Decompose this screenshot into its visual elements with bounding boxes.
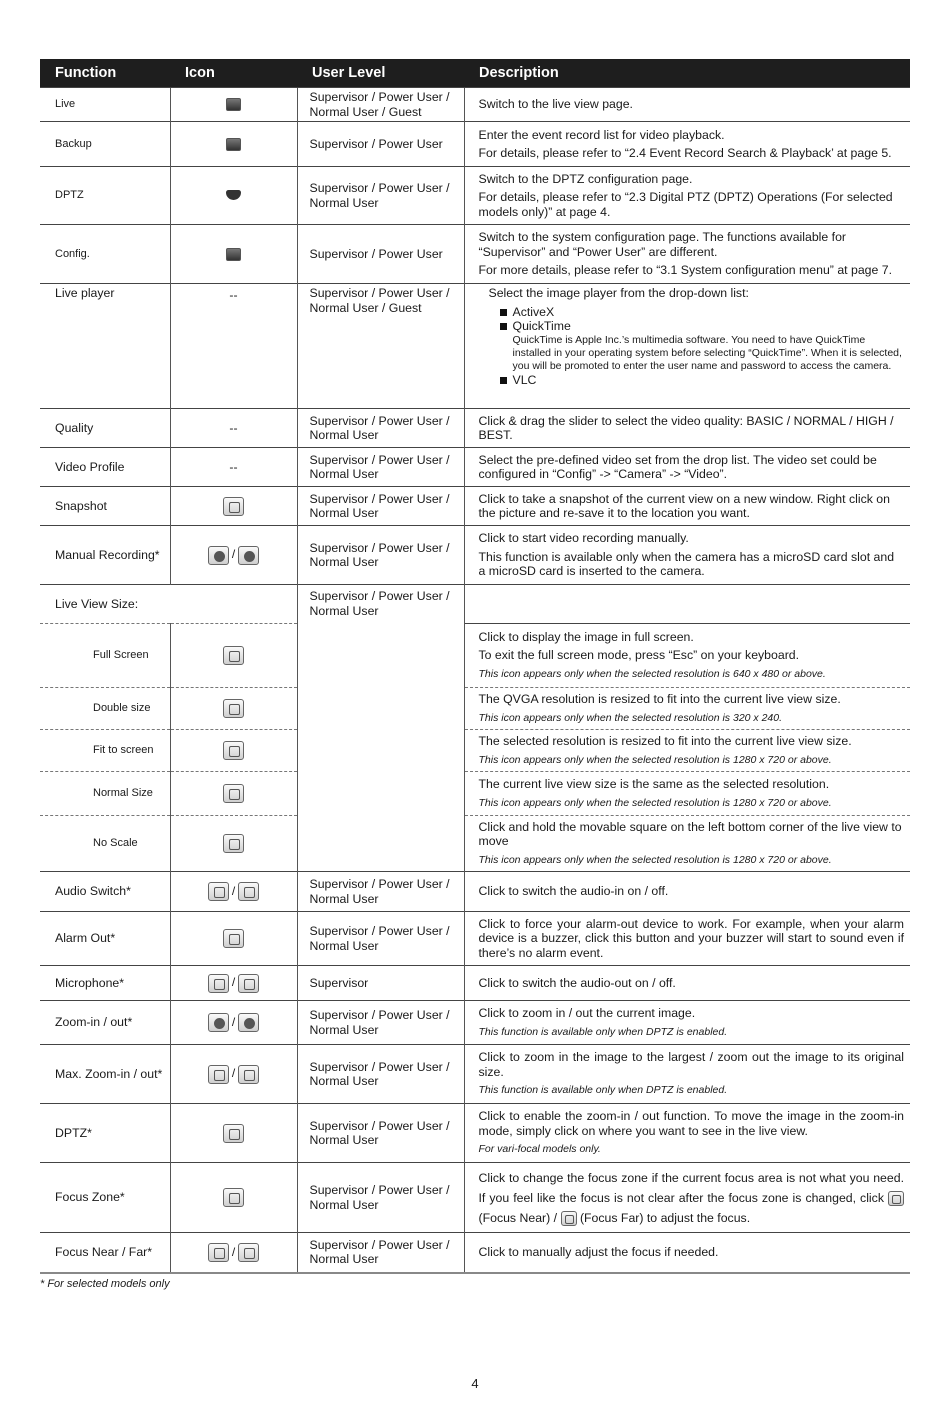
- table-row: [40, 225, 910, 284]
- user-level: Supervisor / Power User / Normal User: [297, 448, 464, 487]
- live-view-icon: [223, 95, 244, 114]
- description-text: Click to switch the audio-in on / off.: [478, 884, 669, 899]
- user-level: Supervisor: [297, 966, 464, 1001]
- user-level: Supervisor / Power User / Normal User: [297, 487, 464, 526]
- description-text: The selected resolution is resized to fit into the current live view size.: [478, 734, 852, 748]
- table-row: [40, 487, 910, 526]
- icon-placeholder: --: [170, 448, 297, 487]
- description-text: Click to zoom in / out the current image.: [478, 1006, 696, 1020]
- table-row: [40, 284, 910, 409]
- user-level: Supervisor / Power User / Normal User: [297, 912, 464, 966]
- description-note: This icon appears only when the selected resolution is 1280 x 720 or above.: [478, 796, 832, 809]
- mic-on-icon[interactable]: [208, 974, 229, 993]
- snapshot-icon[interactable]: [223, 497, 244, 516]
- function-name: Focus Zone*: [40, 1163, 170, 1233]
- description-text: Click to force your alarm-out device to work. For example, when your alarm device is a buzzer, click this button and your buzzer will start to sound even if there’s no alarm event.: [478, 916, 904, 960]
- icon-placeholder: --: [170, 284, 297, 409]
- audio-off-icon[interactable]: [238, 882, 259, 901]
- table-row: [40, 448, 910, 487]
- function-name: Zoom-in / out*: [40, 1001, 170, 1045]
- record-start-icon[interactable]: [208, 546, 229, 565]
- table-row: [40, 122, 910, 167]
- description-text: Click to take a snapshot of the current view on a new window. Right click on the picture and re-save it to the location you want.: [478, 491, 890, 520]
- max-zoom-out-icon[interactable]: [238, 1065, 259, 1084]
- description-text: Click to enable the zoom-in / out function. To move the image in the zoom-in mode, simply click on where you want to see in the live view.: [478, 1109, 904, 1138]
- description-note: This icon appears only when the selected resolution is 1280 x 720 or above.: [478, 853, 832, 866]
- user-level: Supervisor / Power User: [297, 225, 464, 284]
- user-level: Supervisor / Power User: [297, 122, 464, 167]
- description-note: This function is available only when DPTZ is enabled.: [478, 1025, 728, 1038]
- table-row: [40, 912, 910, 966]
- table-row: [40, 1163, 910, 1233]
- table-row: Focus Near / Far* / Supervisor / Power User / Normal User Click to manually adjust the focus if needed.: [40, 1233, 910, 1273]
- quicktime-note: QuickTime is Apple Inc.’s multimedia software. You need to have QuickTime installed in your operating system before selecting “QuickTime”. When it is selected, you will be promoted to enter the user name and password to access the camera.: [512, 333, 902, 372]
- function-name: Config.: [40, 225, 170, 284]
- focus-far-icon[interactable]: [561, 1211, 577, 1226]
- function-name: DPTZ*: [40, 1104, 170, 1163]
- full-screen-icon[interactable]: [223, 646, 244, 665]
- header-function: Function: [40, 59, 170, 88]
- user-level: Supervisor / Power User / Normal User: [297, 1163, 464, 1233]
- player-options: [489, 305, 905, 388]
- icon-placeholder: --: [170, 409, 297, 448]
- config-icon: [223, 245, 244, 264]
- function-name: Snapshot: [40, 487, 170, 526]
- function-name: Double size: [40, 688, 170, 730]
- function-name: Quality: [40, 409, 170, 448]
- record-stop-icon[interactable]: [238, 546, 259, 565]
- description-text: Click to manually adjust the focus if needed.: [478, 1245, 719, 1259]
- max-zoom-in-icon[interactable]: [208, 1065, 229, 1084]
- zoom-out-icon[interactable]: [238, 1013, 259, 1032]
- function-name: Video Profile: [40, 448, 170, 487]
- function-name: Live: [40, 88, 170, 122]
- list-item: ActiveX: [499, 305, 905, 320]
- list-item: QuickTime QuickTime is Apple Inc.’s multimedia software. You need to have QuickTime installed in your operating system before selecting “QuickTime”. When it is selected, you will be promoted to enter the user name and password to access the camera.: [499, 319, 905, 373]
- backup-icon: [223, 135, 244, 154]
- user-level: Supervisor / Power User / Normal User: [297, 1233, 464, 1273]
- user-level: Supervisor / Power User / Normal User / Guest: [297, 88, 464, 122]
- function-name: Max. Zoom-in / out*: [40, 1045, 170, 1104]
- user-level: Supervisor / Power User / Normal User: [297, 526, 464, 585]
- function-table: [40, 59, 910, 1274]
- description-note: This function is available only when DPTZ is enabled.: [478, 1084, 728, 1097]
- audio-on-icon[interactable]: [208, 882, 229, 901]
- description-text: Click to start video recording manually.: [478, 531, 689, 546]
- description-text: Click to change the focus zone if the current focus area is not what you need. If you feel like the focus is not clear after the focus zone is changed, click (Focus Near) / (Focus Far) to adjust the focus.: [478, 1170, 904, 1225]
- user-level: Supervisor / Power User / Normal User: [297, 585, 464, 872]
- description-text: Click to zoom in the image to the largest / zoom out the image to its original size.: [478, 1050, 904, 1079]
- double-size-icon[interactable]: [223, 699, 244, 718]
- user-level: Supervisor / Power User / Normal User: [297, 1045, 464, 1104]
- table-row: [40, 167, 910, 225]
- user-level: Supervisor / Power User / Normal User: [297, 409, 464, 448]
- header-description: Description: [464, 59, 910, 88]
- description-text: Switch to the system configuration page. The functions available for “Supervisor” and “Power User” are different.: [478, 230, 847, 259]
- table-row: [40, 88, 910, 122]
- dptz-icon[interactable]: [223, 1124, 244, 1143]
- function-name: Full Screen: [40, 624, 170, 688]
- table-row: Microphone* / Supervisor Click to switch the audio-out on / off.: [40, 966, 910, 1001]
- description-note: This icon appears only when the selected resolution is 640 x 480 or above.: [478, 667, 826, 680]
- table-row: [40, 585, 910, 624]
- function-name: Manual Recording*: [40, 526, 170, 585]
- table-row: [40, 772, 910, 816]
- description-note: This icon appears only when the selected resolution is 320 x 240.: [478, 711, 783, 724]
- table-header: [40, 59, 910, 88]
- fit-to-screen-icon[interactable]: [223, 741, 244, 760]
- alarm-icon[interactable]: [223, 929, 244, 948]
- focus-near-icon[interactable]: [888, 1191, 904, 1206]
- function-name: Backup: [40, 122, 170, 167]
- footnote: * For selected models only: [40, 1278, 170, 1290]
- table-row: [40, 1104, 910, 1163]
- function-name: No Scale: [40, 816, 170, 872]
- description-note: This icon appears only when the selected resolution is 1280 x 720 or above.: [478, 753, 832, 766]
- description-text: The QVGA resolution is resized to fit into the current live view size.: [478, 692, 841, 706]
- table-row: [40, 409, 910, 448]
- description-reference: For details, please refer to “2.4 Event Record Search & Playback’ at page 5.: [478, 146, 892, 160]
- list-item: VLC: [499, 373, 905, 388]
- function-name: Normal Size: [40, 772, 170, 816]
- description-detail: This function is available only when the camera has a microSD card slot and a microSD card is inserted to the camera.: [478, 549, 895, 579]
- function-name: Live player: [40, 284, 170, 409]
- zoom-in-icon[interactable]: [208, 1013, 229, 1032]
- no-scale-icon[interactable]: [223, 834, 244, 853]
- description-text: The current live view size is the same as the selected resolution.: [478, 777, 830, 791]
- description-text: Select the pre-defined video set from the drop list. The video set could be configured in “Config” -> “Camera” -> “Video”.: [478, 452, 877, 481]
- function-name: DPTZ: [40, 167, 170, 225]
- dome-camera-icon: [223, 186, 244, 205]
- user-level: Supervisor / Power User / Normal User: [297, 167, 464, 225]
- focus-near-icon[interactable]: [208, 1243, 229, 1262]
- table-row: [40, 816, 910, 872]
- table-row: [40, 624, 910, 688]
- description-text: Click to switch the audio-out on / off.: [478, 975, 676, 990]
- mic-off-icon[interactable]: [238, 974, 259, 993]
- header-user-level: User Level: [297, 59, 464, 88]
- description-text: Click & drag the slider to select the video quality: BASIC / NORMAL / HIGH / BEST.: [478, 413, 894, 442]
- description-reference: For details, please refer to “2.3 Digital PTZ (DPTZ) Operations (For selected models only)” at page 4.: [478, 190, 893, 219]
- function-name: Fit to screen: [40, 730, 170, 772]
- description-text: Switch to the DPTZ configuration page.: [478, 171, 693, 186]
- user-level: Supervisor / Power User / Normal User: [297, 872, 464, 912]
- table-row: [40, 730, 910, 772]
- description-text: Switch to the live view page.: [478, 97, 633, 112]
- header-icon: Icon: [170, 59, 297, 88]
- table-row: Zoom-in / out* / Supervisor / Power User / Normal User Click to zoom in / out the current image. This function is available only when DPTZ is enabled.: [40, 1001, 910, 1045]
- function-name: Audio Switch*: [40, 872, 170, 912]
- focus-zone-icon[interactable]: [223, 1188, 244, 1207]
- user-level: Supervisor / Power User / Normal User: [297, 1104, 464, 1163]
- table-row: [40, 688, 910, 730]
- focus-far-icon[interactable]: [238, 1243, 259, 1262]
- normal-size-icon[interactable]: [223, 784, 244, 803]
- table-row: Audio Switch* / Supervisor / Power User / Normal User Click to switch the audio-in on / off.: [40, 872, 910, 912]
- description-text: Click and hold the movable square on the left bottom corner of the live view to move: [478, 819, 902, 849]
- user-level: Supervisor / Power User / Normal User / Guest: [297, 284, 464, 409]
- description-reference: For more details, please refer to “3.1 System configuration menu” at page 7.: [478, 263, 893, 278]
- function-name: Focus Near / Far*: [40, 1233, 170, 1273]
- function-name: Microphone*: [40, 966, 170, 1001]
- description-note: For vari-focal models only.: [478, 1143, 601, 1156]
- description-text: Select the image player from the drop-down list:: [488, 286, 749, 300]
- description-text: Click to display the image in full screen.: [478, 629, 694, 644]
- function-name: Alarm Out*: [40, 912, 170, 966]
- function-name: Live View Size:: [40, 585, 297, 624]
- description-text: Enter the event record list for video playback.: [478, 127, 725, 142]
- description-detail: To exit the full screen mode, press “Esc” on your keyboard.: [478, 648, 800, 663]
- table-row: Manual Recording* / Supervisor / Power User / Normal User Click to start video recording manually. This function is available only when the camera has a microSD card slot and a microSD card is inserted to the camera.: [40, 526, 910, 585]
- table-row: Max. Zoom-in / out* / Supervisor / Power User / Normal User Click to zoom in the image to the largest / zoom out the image to its original size. This function is available only when DPTZ is enabled.: [40, 1045, 910, 1104]
- user-level: Supervisor / Power User / Normal User: [297, 1001, 464, 1045]
- page-number: 4: [471, 1376, 479, 1391]
